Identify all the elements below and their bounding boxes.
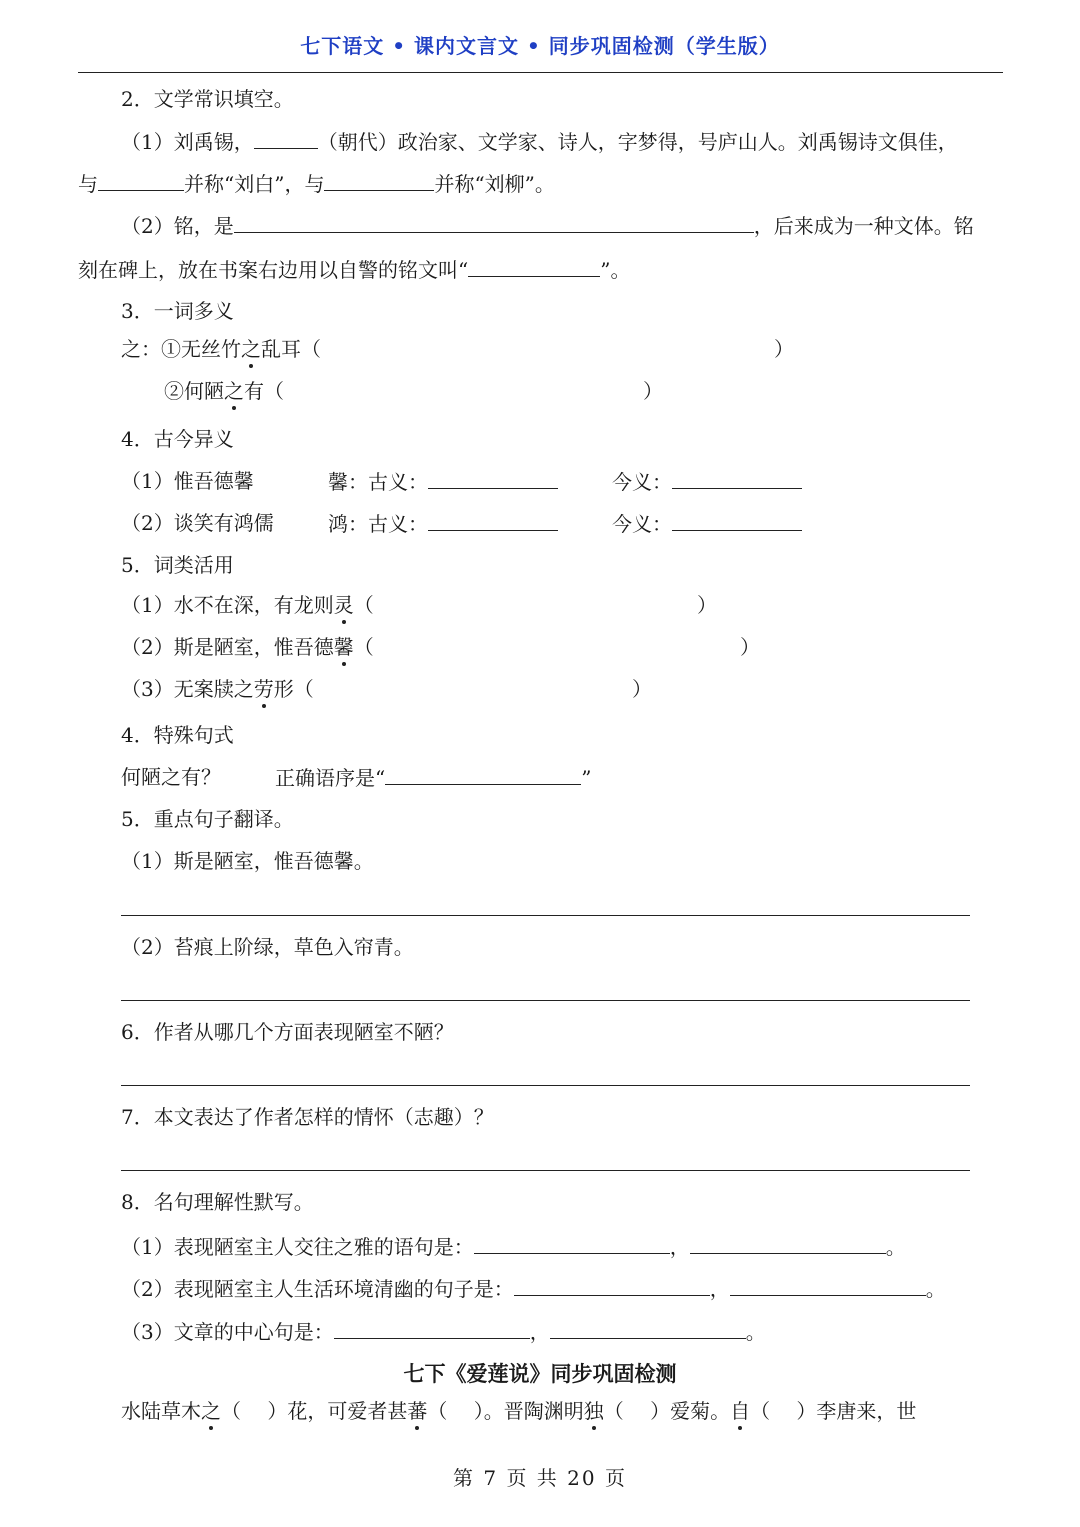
blank-dynasty[interactable]	[254, 128, 318, 149]
q4b-sentence: 何陋之有？	[121, 765, 221, 789]
q4-r1-now	[612, 468, 802, 495]
q2-line3	[121, 212, 974, 239]
q5-l2-a: （2）斯是陋室，惟吾德	[121, 635, 334, 659]
blank-zuoyouming[interactable]	[468, 256, 600, 277]
q4-r1-sentence: （1）惟吾德馨	[121, 469, 254, 493]
s2-t5: （ ）李唐来，世	[750, 1399, 917, 1423]
q4b-order	[275, 764, 591, 791]
q5-item1	[121, 592, 374, 618]
blank-liubai[interactable]	[98, 170, 184, 191]
q5-l1-b: （	[353, 593, 374, 617]
emphasis-char: 灵	[333, 593, 354, 617]
q4b-order-label: 正确语序是“	[275, 766, 386, 790]
section2-passage	[121, 1398, 916, 1424]
q5-l3-a: （3）无案牍之	[121, 677, 254, 701]
q5b-sentence2: （2）苔痕上阶绿，草色入帘青。	[121, 935, 414, 959]
header-rule	[78, 72, 1003, 73]
q3-item2-close: ）	[643, 379, 663, 403]
q8-period: 。	[745, 1320, 766, 1344]
q4-r2-now-label: 今义：	[612, 512, 672, 536]
s2-t2: （ ）花，可爱者甚	[221, 1399, 408, 1423]
q8-period: 。	[885, 1235, 906, 1259]
blank-q8-1a[interactable]	[474, 1233, 670, 1254]
blank-q8-2a[interactable]	[514, 1275, 710, 1296]
answer-line-q7[interactable]	[121, 1170, 970, 1171]
q2-p2-d: ”。	[600, 258, 631, 282]
q2-p1-text: （1）刘禹锡，	[121, 130, 254, 154]
q7-title: 7．本文表达了作者怎样的情怀（志趣）？	[121, 1105, 494, 1129]
s2-t3: （ ）。晋陶渊明	[427, 1399, 584, 1423]
q5b-title: 5．重点句子翻译。	[121, 807, 294, 831]
q5-l1-a: （1）水不在深，有龙则	[121, 593, 334, 617]
q8-period: 。	[925, 1277, 946, 1301]
q6-title: 6．作者从哪几个方面表现陋室不陋？	[121, 1020, 454, 1044]
blank-xin-modern[interactable]	[672, 468, 802, 489]
q5-item3	[121, 676, 314, 702]
q2-line1	[121, 128, 958, 155]
q2-p1-d: 并称“刘白”，与	[184, 172, 325, 196]
q2-p2-a: （2）铭，是	[121, 214, 234, 238]
emphasis-char: 之	[224, 379, 244, 403]
q4-r2-word	[328, 510, 558, 537]
emphasis-char: 之	[241, 337, 261, 361]
q4b-title: 4．特殊句式	[121, 723, 234, 747]
q3-item2	[164, 378, 284, 404]
q8-l1-text: （1）表现陋室主人交往之雅的语句是：	[121, 1235, 474, 1259]
emphasis-char: 劳	[253, 677, 274, 701]
q5-l2-b: （	[353, 635, 374, 659]
q4-r2-word-label: 鸿：古义：	[328, 512, 428, 536]
q5b-sentence1: （1）斯是陋室，惟吾德馨。	[121, 849, 374, 873]
answer-line-q6[interactable]	[121, 1085, 970, 1086]
s2-t4: （ ）爱菊。	[603, 1399, 731, 1423]
q3-l2-b: 有（	[244, 379, 284, 403]
q8-item3	[121, 1318, 766, 1345]
blank-hong-ancient[interactable]	[428, 510, 558, 531]
q4b-close-quote: ”	[581, 766, 592, 790]
q3-title: 3．一词多义	[121, 299, 234, 323]
q8-comma: ，	[529, 1320, 550, 1344]
answer-line-translation-1[interactable]	[121, 915, 970, 916]
q5-l3-b: 形（	[273, 677, 314, 701]
q8-title: 8．名句理解性默写。	[121, 1190, 314, 1214]
q2-p1-e: 并称“刘柳”。	[434, 172, 555, 196]
q3-l1-a: 之：①无丝竹	[121, 337, 241, 361]
q2-line4	[78, 256, 630, 283]
q5-item2-close: ）	[740, 635, 760, 659]
q3-item1-close: ）	[774, 337, 794, 361]
emphasis-char: 馨	[333, 635, 354, 659]
blank-q8-1b[interactable]	[690, 1233, 886, 1254]
q8-item2	[121, 1275, 946, 1302]
emphasis-char: 自	[730, 1399, 751, 1423]
q4-r1-word-label: 馨：古义：	[328, 470, 428, 494]
blank-xin-ancient[interactable]	[428, 468, 558, 489]
q3-l1-b: 乱耳（	[261, 337, 321, 361]
q3-item1	[121, 336, 321, 362]
q4-r1-now-label: 今义：	[612, 470, 672, 494]
q8-l3-text: （3）文章的中心句是：	[121, 1320, 334, 1344]
q4-r1-word	[328, 468, 558, 495]
section-title-ailianshuo: 七下《爱莲说》同步巩固检测	[403, 1361, 677, 1386]
q2-p2-c: 刻在碑上，放在书案右边用以自警的铭文叫“	[78, 258, 469, 282]
blank-word-order[interactable]	[385, 764, 581, 785]
emphasis-char: 之	[201, 1399, 221, 1423]
q4-r2-sentence: （2）谈笑有鸿儒	[121, 511, 274, 535]
q8-comma: ，	[709, 1277, 730, 1301]
q2-p1-text-b: （朝代）政治家、文学家、诗人，字梦得，号庐山人。刘禹锡诗文俱佳，	[317, 130, 958, 154]
s2-t1: 水陆草木	[121, 1399, 201, 1423]
q5-item3-close: ）	[632, 677, 652, 701]
blank-liuliu[interactable]	[324, 170, 434, 191]
blank-q8-2b[interactable]	[730, 1275, 926, 1296]
page-header-title: 七下语文 • 课内文言文 • 同步巩固检测（学生版）	[300, 34, 780, 58]
emphasis-char: 蕃	[407, 1399, 428, 1423]
emphasis-char: 独	[583, 1399, 604, 1423]
q3-l2-a: ②何陋	[164, 379, 224, 403]
q5-item1-close: ）	[697, 593, 717, 617]
q8-l2-text: （2）表现陋室主人生活环境清幽的句子是：	[121, 1277, 514, 1301]
answer-line-translation-2[interactable]	[121, 1000, 970, 1001]
q2-p1-c: 与	[78, 172, 98, 196]
blank-ming-definition[interactable]	[234, 212, 754, 233]
q2-line2	[78, 170, 555, 197]
q8-comma: ，	[669, 1235, 690, 1259]
blank-q8-3b[interactable]	[550, 1318, 746, 1339]
q4-r2-now	[612, 510, 802, 537]
q2-title: 2．文学常识填空。	[121, 87, 294, 111]
page-footer: 第 7 页 共 20 页	[453, 1466, 627, 1490]
q2-p2-b: ，后来成为一种文体。铭	[753, 214, 974, 238]
blank-q8-3a[interactable]	[334, 1318, 530, 1339]
q5-title: 5．词类活用	[121, 553, 234, 577]
q8-item1	[121, 1233, 906, 1260]
blank-hong-modern[interactable]	[672, 510, 802, 531]
q5-item2	[121, 634, 374, 660]
q4-title: 4．古今异义	[121, 427, 234, 451]
